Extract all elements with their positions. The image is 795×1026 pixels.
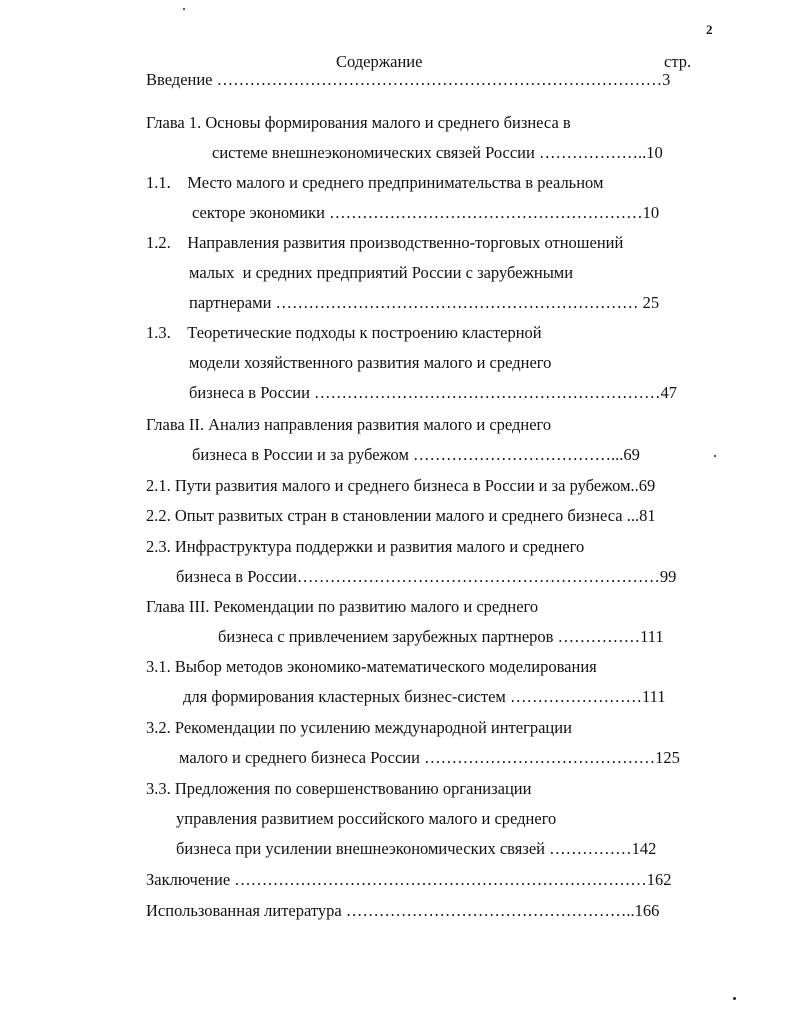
toc-line: бизнеса в России ………………………………………………………47	[189, 383, 678, 402]
page-number: 2	[706, 22, 713, 37]
toc-line: Использованная литература ……………………………………………..166	[146, 901, 660, 920]
toc-line: модели хозяйственного развития малого и среднего	[189, 353, 552, 372]
scan-speck	[733, 997, 736, 1000]
toc-line: бизнеса в России…………………………………………………………99	[176, 567, 677, 586]
toc-line: 1.2. Направления развития производственно-торговых отношений	[146, 233, 624, 252]
toc-line: бизнеса в России и за рубежом ………………………………...69	[192, 445, 640, 464]
toc-line: малых и средних предприятий России с зарубежными	[189, 263, 574, 282]
toc-line: 3.1. Выбор методов экономико-математического моделирования	[146, 657, 597, 676]
toc-line: системе внешнеэкономических связей России ………………..10	[212, 143, 663, 162]
toc-line: 2.3. Инфраструктура поддержки и развития малого и среднего	[146, 537, 585, 556]
toc-line: для формирования кластерных бизнес-систем ……………………111	[183, 687, 666, 706]
scan-speck	[183, 8, 185, 10]
toc-line: 1.3. Теоретические подходы к построению кластерной	[146, 323, 542, 342]
toc-line: 3.2. Рекомендации по усилению международной интеграции	[146, 718, 572, 737]
toc-line: Глава 1. Основы формирования малого и среднего бизнеса в	[146, 113, 571, 132]
toc-line: Глава II. Анализ направления развития малого и среднего	[146, 415, 552, 434]
toc-line: управления развитием российского малого и среднего	[176, 809, 557, 828]
toc-line: секторе экономики …………………………………………………10	[192, 203, 660, 222]
toc-line: 2.2. Опыт развитых стран в становлении малого и среднего бизнеса ...81	[146, 506, 656, 525]
toc-line: Глава III. Рекомендации по развитию малого и среднего	[146, 597, 539, 616]
toc-line: партнерами ………………………………………………………… 25	[189, 293, 660, 312]
toc-line: 1.1. Место малого и среднего предпринимательства в реальном	[146, 173, 604, 192]
toc-line: 2.1. Пути развития малого и среднего бизнеса в России и за рубежом..69	[146, 476, 656, 495]
toc-line: бизнеса при усилении внешнеэкономических связей ……………142	[176, 839, 657, 858]
page-title: Содержание	[336, 52, 423, 71]
toc-line: Введение ………………………………………………………………………3	[146, 70, 671, 89]
scan-speck	[714, 455, 716, 457]
toc-line: бизнеса с привлечением зарубежных партнеров ……………111	[218, 627, 664, 646]
toc-line: Заключение …………………………………………………………………162	[146, 870, 672, 889]
toc-line: малого и среднего бизнеса России ……………………………………125	[179, 748, 680, 767]
page-column-label: стр.	[664, 52, 692, 71]
toc-line: 3.3. Предложения по совершенствованию организации	[146, 779, 532, 798]
